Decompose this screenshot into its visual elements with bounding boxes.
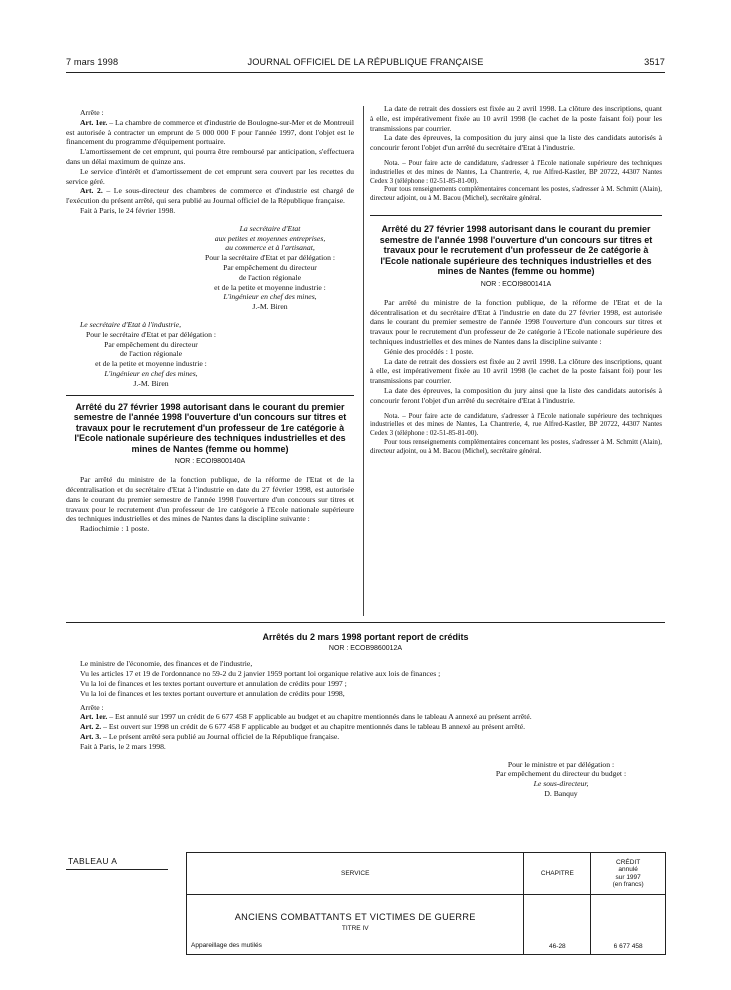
- paragraph: La date des épreuves, la composition du jury ainsi que la liste des candidats autorisés à concourir feront l'objet d'un arrêté du secrétaire d'Etat à l'industrie.: [370, 133, 662, 153]
- credits-line: Vu la loi de finances et les textes portant ouverture et annulation de crédits pour 1998,: [80, 688, 345, 698]
- signature-line: de l'action régionale: [238, 272, 301, 282]
- table-row: [187, 895, 666, 955]
- header-credit: CRÉDIT annulé sur 1997 (en francs): [591, 853, 666, 895]
- left-column: [66, 108, 354, 534]
- paragraph: La date de retrait des dossiers est fixée au 2 avril 1998. La clôture des inscriptions, quant à elle, est impérativement fixée au 10 avril 1998 (le cachet de la poste faisant foi) pour les transmissions par courrier.: [370, 104, 662, 133]
- signature-line: L'ingénieur en chef des mines,: [104, 368, 198, 378]
- nota-paragraph: Pour tous renseignements complémentaires concernant les postes, s'adresser à M. Schmitt (Alain), directeur adjoint, ou à M. Bacou (Michel), secrétaire général.: [370, 437, 662, 455]
- signature-line: Le secrétaire d'Etat à l'industrie,: [80, 319, 182, 329]
- signature-line: Pour la secrétaire d'Etat et par délégation :: [204, 253, 336, 263]
- credits-art2: Art. 2. – Est ouvert sur 1998 un crédit de 6 677 458 F applicable au budget et au chapitre mentionnés dans le tableau B annexé au présent arrêté.: [80, 722, 526, 732]
- right-column: [370, 104, 662, 455]
- discipline-line: Radiochimie : 1 poste.: [80, 524, 150, 534]
- section-divider: [66, 395, 354, 396]
- row-chapitre: 46-28: [524, 895, 591, 955]
- table-label: TABLEAU A: [68, 856, 118, 866]
- signature-name: J.-M. Biren: [252, 302, 288, 312]
- art2-paragraph: Art. 2. – Le sous-directeur des chambres de commerce et d'industrie est chargé de l'exécution du présent arrêté, qui sera publié au Journal officiel de la République française.: [66, 186, 354, 206]
- header-date: 7 mars 1998: [66, 57, 119, 67]
- credits-line: Vu la loi de finances et les textes portant ouverture et annulation de crédits pour 1997 ;: [80, 678, 347, 688]
- signature-line: Pour le secrétaire d'Etat et par délégation :: [85, 329, 217, 339]
- paragraph: Le service d'intérêt et d'amortissement de cet emprunt sera couvert par les recettes du service géré.: [66, 166, 354, 186]
- row-service: Appareillage des mutilés: [191, 942, 262, 949]
- signature-line: Par empêchement du directeur: [104, 339, 198, 349]
- header-service: SERVICE: [187, 853, 524, 895]
- nota-paragraph: Nota. – Pour faire acte de candidature, s'adresser à l'Ecole nationale supérieure des techniques industrielles et des mines de Nantes, La Chantrerie, 4, rue Alfred-Kastler, BP 20722, 44307 Nantes Cedex 3 (téléphone : 02-51-85-81-00).: [370, 411, 662, 438]
- column-separator: [363, 106, 364, 616]
- credits-table: [186, 852, 666, 955]
- signature-line: et de la petite et moyenne industrie :: [95, 359, 207, 369]
- nota-paragraph: Nota. – Pour faire acte de candidature, s'adresser à l'Ecole nationale supérieure des techniques industrielles et des mines de Nantes, La Chantrerie, 4, rue Alfred-Kastler, BP 20722, 44307 Nantes Cedex 3 (téléphone : 02-51-85-81-00).: [370, 158, 662, 185]
- nota-paragraph: Pour tous renseignements complémentaires concernant les postes, s'adresser à M. Schmitt (Alain), directeur adjoint, ou à M. Bacou (Michel), secrétaire général.: [370, 185, 662, 203]
- fait-line: Fait à Paris, le 24 février 1998.: [80, 205, 176, 215]
- section-divider: [66, 622, 665, 623]
- header-rule: [66, 72, 665, 73]
- art1-paragraph: Art. 1er. – La chambre de commerce et d'industrie de Boulogne-sur-Mer et de Montreuil est autorisée à contracter un emprunt de 5 000 000 F pour l'année 1997, dont l'objet est le financement du programme d'équipement portuaire.: [66, 117, 354, 147]
- service-cell: [187, 895, 524, 955]
- header-chapitre: CHAPITRE: [524, 853, 591, 895]
- signature-line: L'ingénieur en chef des mines,: [223, 292, 317, 302]
- discipline-line: Génie des procédés : 1 poste.: [384, 346, 474, 356]
- credits-signature: [456, 760, 666, 799]
- signature-line: Par empêchement du directeur: [223, 262, 317, 272]
- signature-line: Pour le ministre et par délégation :: [507, 759, 615, 769]
- fait-line: Fait à Paris, le 2 mars 1998.: [80, 741, 166, 751]
- signature-name: J.-M. Biren: [133, 378, 169, 388]
- page-header: [66, 57, 665, 71]
- paragraph: Par arrêté du ministre de la fonction publique, de la réforme de l'Etat et de la décentralisation et du secrétaire d'Etat à l'industrie en date du 27 février 1998, est autorisée dans le courant du premier semestre de l'année 1998 l'ouverture d'un concours sur titres et travaux pour le recrutement d'un professeur de 1re catégorie à l'Ecole nationale supérieure des techniques industrielles et des mines de Nantes dans la discipline suivante :: [66, 475, 354, 524]
- credits-title: Arrêtés du 2 mars 1998 portant report de crédits: [262, 632, 469, 642]
- credits-section: [66, 632, 665, 799]
- signature-name: D. Banquy: [544, 788, 578, 798]
- header-journal: JOURNAL OFFICIEL DE LA RÉPUBLIQUE FRANÇAISE: [247, 57, 484, 67]
- credits-line: Le ministre de l'économie, des finances et de l'industrie,: [80, 659, 253, 669]
- arrete-title-1re-categorie: Arrêté du 27 février 1998 autorisant dans le courant du premier semestre de l'année 1998 l'ouverture d'un concours sur titres et travaux pour le recrutement d'un professeur de 1re catégorie à l'Ecole nationale supérieure des techniques industrielles et des mines de Nantes (femme ou homme): [73, 401, 347, 454]
- paragraph: Par arrêté du ministre de la fonction publique, de la réforme de l'Etat et de la décentralisation et du secrétaire d'Etat à l'industrie en date du 27 février 1998, est autorisée dans le courant du premier semestre de l'année 1998 l'ouverture d'un concours sur titres et travaux pour le recrutement d'un professeur de 2e catégorie à l'Ecole nationale supérieure des techniques industrielles et des mines de Nantes dans la discipline suivante :: [370, 297, 662, 346]
- row-credit: 6 677 458: [591, 895, 666, 955]
- arrete-title-2e-categorie: Arrêté du 27 février 1998 autorisant dans le courant du premier semestre de l'année 1998 l'ouverture d'un concours sur titres et travaux pour le recrutement d'un professeur de 2e catégorie à l'Ecole nationale supérieure des techniques industrielles et des mines de Nantes (femme ou homme): [379, 223, 653, 277]
- signature-line: de l'action régionale: [119, 349, 182, 359]
- paragraph: La date de retrait des dossiers est fixée au 2 avril 1998. La clôture des inscriptions, quant à elle, est impérativement fixée au 10 avril 1998 (le cachet de la poste faisant foi) pour les transmissions par courrier.: [370, 356, 662, 386]
- paragraph: La date des épreuves, la composition du jury ainsi que la liste des candidats autorisés à concourir feront l'objet d'un arrêté du secrétaire d'Etat à l'industrie.: [370, 385, 662, 405]
- section-title: ANCIENS COMBATTANTS ET VICTIMES DE GUERRE: [234, 912, 476, 922]
- signature-line: et de la petite et moyenne industrie :: [214, 282, 326, 292]
- table-header-row: [187, 853, 666, 895]
- signature-line: Le sous-directeur,: [533, 779, 589, 789]
- paragraph: L'amortissement de cet emprunt, qui pourra être remboursé par anticipation, s'effectuera dans un délai maximum de quinze ans.: [66, 147, 354, 166]
- credits-art3: Art. 3. – Le présent arrêté sera publié au Journal officiel de la République française.: [80, 731, 340, 741]
- arrete-line: Arrête :: [80, 702, 104, 712]
- signature-line: au commerce et à l'artisanat,: [225, 243, 315, 253]
- credits-line: Vu les articles 17 et 19 de l'ordonnance no 59-2 du 2 janvier 1959 portant loi organique relative aux lois de finances ;: [80, 669, 441, 679]
- credits-art1: Art. 1er. – Est annulé sur 1997 un crédit de 6 677 458 F applicable au budget et au chapitre mentionnés dans le tableau A annexé au présent arrêté.: [80, 712, 532, 722]
- arrete-line: Arrête :: [80, 108, 104, 117]
- signature-line: aux petites et moyennes entreprises,: [214, 233, 326, 243]
- signature-block-2: [66, 320, 354, 389]
- table-label-rule: [66, 869, 168, 870]
- nor-reference: NOR : ECOI9800140A: [174, 458, 246, 466]
- section-divider: [370, 215, 662, 216]
- header-page-number: 3517: [644, 57, 665, 67]
- nor-reference: NOR : ECOB9860012A: [328, 644, 403, 652]
- signature-line: Par empêchement du directeur du budget :: [495, 769, 627, 779]
- signature-block-1: [186, 224, 354, 312]
- titre-label: TITRE IV: [341, 925, 369, 932]
- nor-reference: NOR : ECOI9800141A: [480, 280, 552, 288]
- signature-line: La secrétaire d'Etat: [239, 223, 301, 233]
